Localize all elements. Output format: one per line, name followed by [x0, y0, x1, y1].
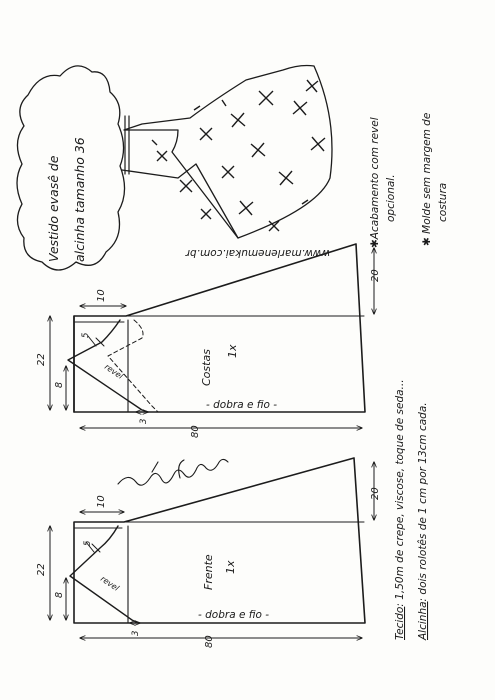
note-2-line-1: ✱ Molde sem margem de [421, 112, 433, 246]
strap-label: Alcinha [417, 601, 429, 640]
front-small-dim-label: 8 [54, 591, 65, 598]
note-1-line-1: ✱Acabamento com revel [369, 117, 381, 248]
back-low-dim-label: 3 [139, 418, 149, 424]
front-top-width-label: 10 [96, 495, 107, 508]
front-angle-label: 5 [83, 540, 93, 546]
back-facing-label: revel [102, 362, 125, 381]
title-box [17, 66, 125, 270]
back-top-width-label: 10 [96, 289, 107, 302]
front-hem-dim-label: 20 [370, 487, 381, 500]
fabric-text: : 1,50m de crepe, viscose, toque de seda... [394, 379, 406, 607]
signature [118, 459, 228, 485]
back-small-dim-label: 8 [54, 381, 65, 388]
back-piece-qty: 1x [226, 344, 239, 358]
fabric-line [394, 379, 406, 640]
front-fold-label: - dobra e fio - [198, 609, 270, 621]
back-total-width-label: 80 [190, 425, 201, 438]
front-low-dim-label: 3 [131, 630, 141, 636]
materials-block [394, 379, 429, 641]
fabric-label: Tecido [394, 606, 406, 640]
note-2-line-2: costura [437, 182, 449, 222]
back-hem-dim-label: 20 [370, 269, 381, 282]
back-piece-name: Costas [200, 349, 213, 386]
back-side-length-label: 22 [36, 353, 47, 366]
website-url: www.marlenemukai.com.br [185, 247, 330, 259]
title-line-1: Vestido evasê de [46, 155, 61, 262]
front-total-width-label: 80 [204, 635, 215, 648]
note-1-line-2: opcional. [385, 174, 397, 222]
strap-text: : dois rolotês de 1 cm por 13cm cada. [417, 402, 429, 602]
front-facing-label: revel [98, 574, 121, 593]
dress-illustration [122, 66, 332, 239]
front-piece-name: Frente [202, 554, 215, 590]
dress-flower-motifs [152, 80, 325, 231]
strap-line [417, 402, 429, 641]
front-pattern-piece [36, 458, 381, 648]
back-angle-label: 5 [81, 332, 91, 338]
back-fold-label: - dobra e fio - [206, 399, 278, 411]
notes-block [369, 113, 449, 248]
front-side-length-label: 22 [36, 563, 47, 576]
title-line-2: alcinha tamanho 36 [72, 137, 87, 262]
front-piece-qty: 1x [224, 560, 237, 574]
back-pattern-piece [36, 244, 381, 438]
